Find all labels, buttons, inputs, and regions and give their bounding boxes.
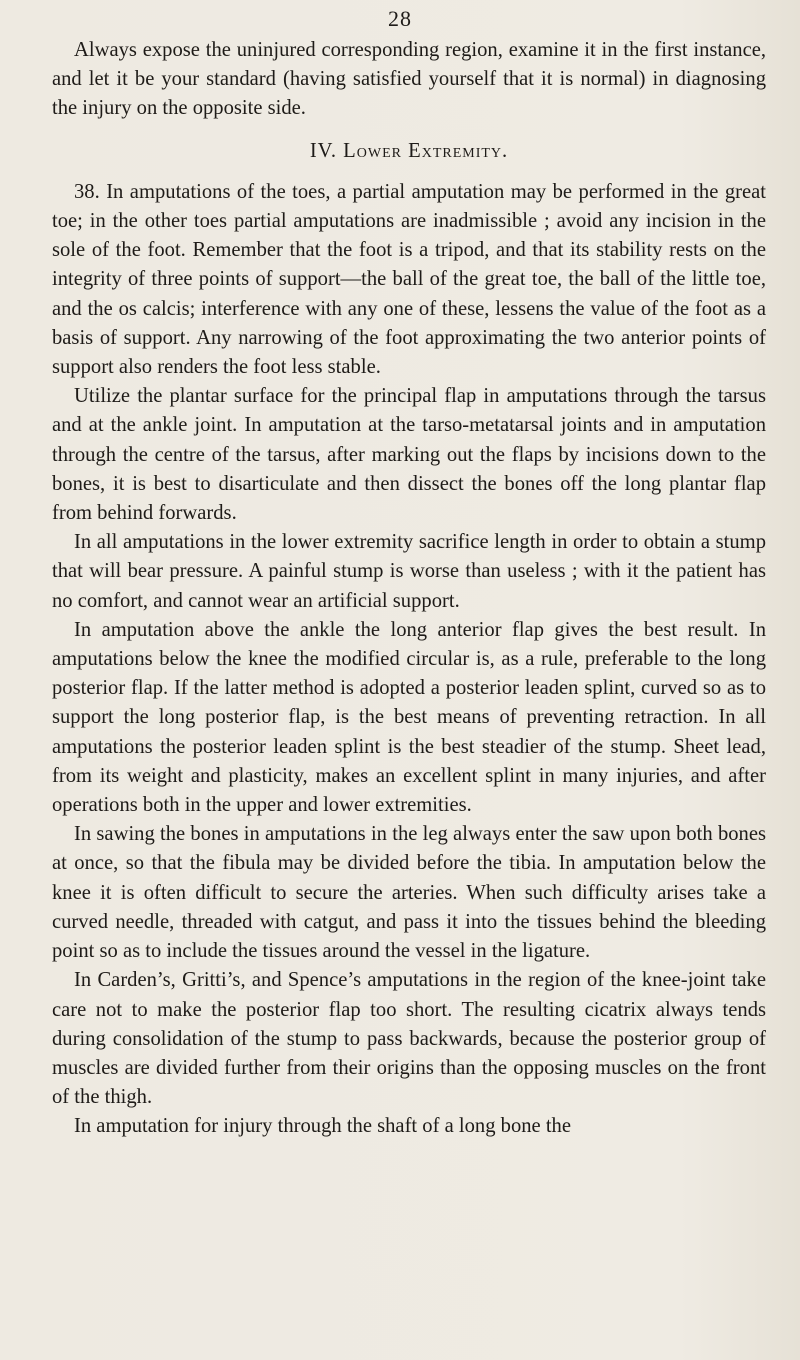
paragraph: 38. In amputations of the toes, a partial amputation may be performed in the great toe; in the other toes partial amputations are inadmissible ; avoid any incision in the sole of the foot. Remember that the foot is a tripod, and that its stability rests on the integrity of three points of support—the ball of the great toe, the ball of the little toe, and the os calcis; interference with any one of these, lessens the value of the foot as a basis of support. Any narrowing of the foot approximating the two anterior points of support also renders the foot less stable. (52, 180, 766, 379)
intro-paragraph: Always expose the uninjured corresponding region, examine it in the first instance, and let it be your standard (having satisfied yourself that it is normal) in diagnosing the injury on the opposite side. (52, 39, 766, 120)
page-body (52, 36, 766, 1142)
paragraph: In amputation above the ankle the long anterior flap gives the best result. In amputations below the knee the modified circular is, as a rule, preferable to the long posterior flap. If the latter method is adopted a posterior leaden splint, curved so as to support the long posterior flap, is the best means of preventing retraction. In all amputations the posterior leaden splint is the best steadier of the stump. Sheet lead, from its weight and plasticity, makes an excellent splint in many injuries, and after operations both in the upper and lower extremities. (52, 618, 766, 817)
paragraph: Utilize the plantar surface for the principal flap in amputations through the tarsus and at the ankle joint. In amputation at the tarso-metatarsal joints and in amputation through the centre of the tarsus, after marking out the flaps by incisions down to the bones, it is best to disarticulate and then dissect the bones off the long plantar flap from behind forwards. (52, 385, 766, 525)
paragraph: In sawing the bones in amputations in the leg always enter the saw upon both bones at once, so that the fibula may be divided before the tibia. In amputation below the knee it is often difficult to secure the arteries. When such difficulty arises take a curved needle, threaded with catgut, and pass it into the tissues behind the bleeding point so as to include the tissues around the vessel in the ligature. (52, 823, 766, 963)
paragraph: In all amputations in the lower extremity sacrifice length in order to obtain a stump that will bear pressure. A painful stump is worse than useless ; with it the patient has no comfort, and cannot wear an artificial support. (52, 531, 766, 612)
page-number: 28 (388, 6, 412, 31)
section-heading: IV. Lower Extremity. (309, 139, 509, 162)
paragraph: In Carden’s, Gritti’s, and Spence’s amputations in the region of the knee-joint take care not to make the posterior flap too short. The resulting cicatrix always tends during consolidation of the stump to pass backwards, because the posterior group of muscles are divided further from their origins than the opposing muscles on the front of the thigh. (52, 969, 766, 1109)
paragraph: In amputation for injury through the shaft of a long bone the (74, 1115, 571, 1138)
